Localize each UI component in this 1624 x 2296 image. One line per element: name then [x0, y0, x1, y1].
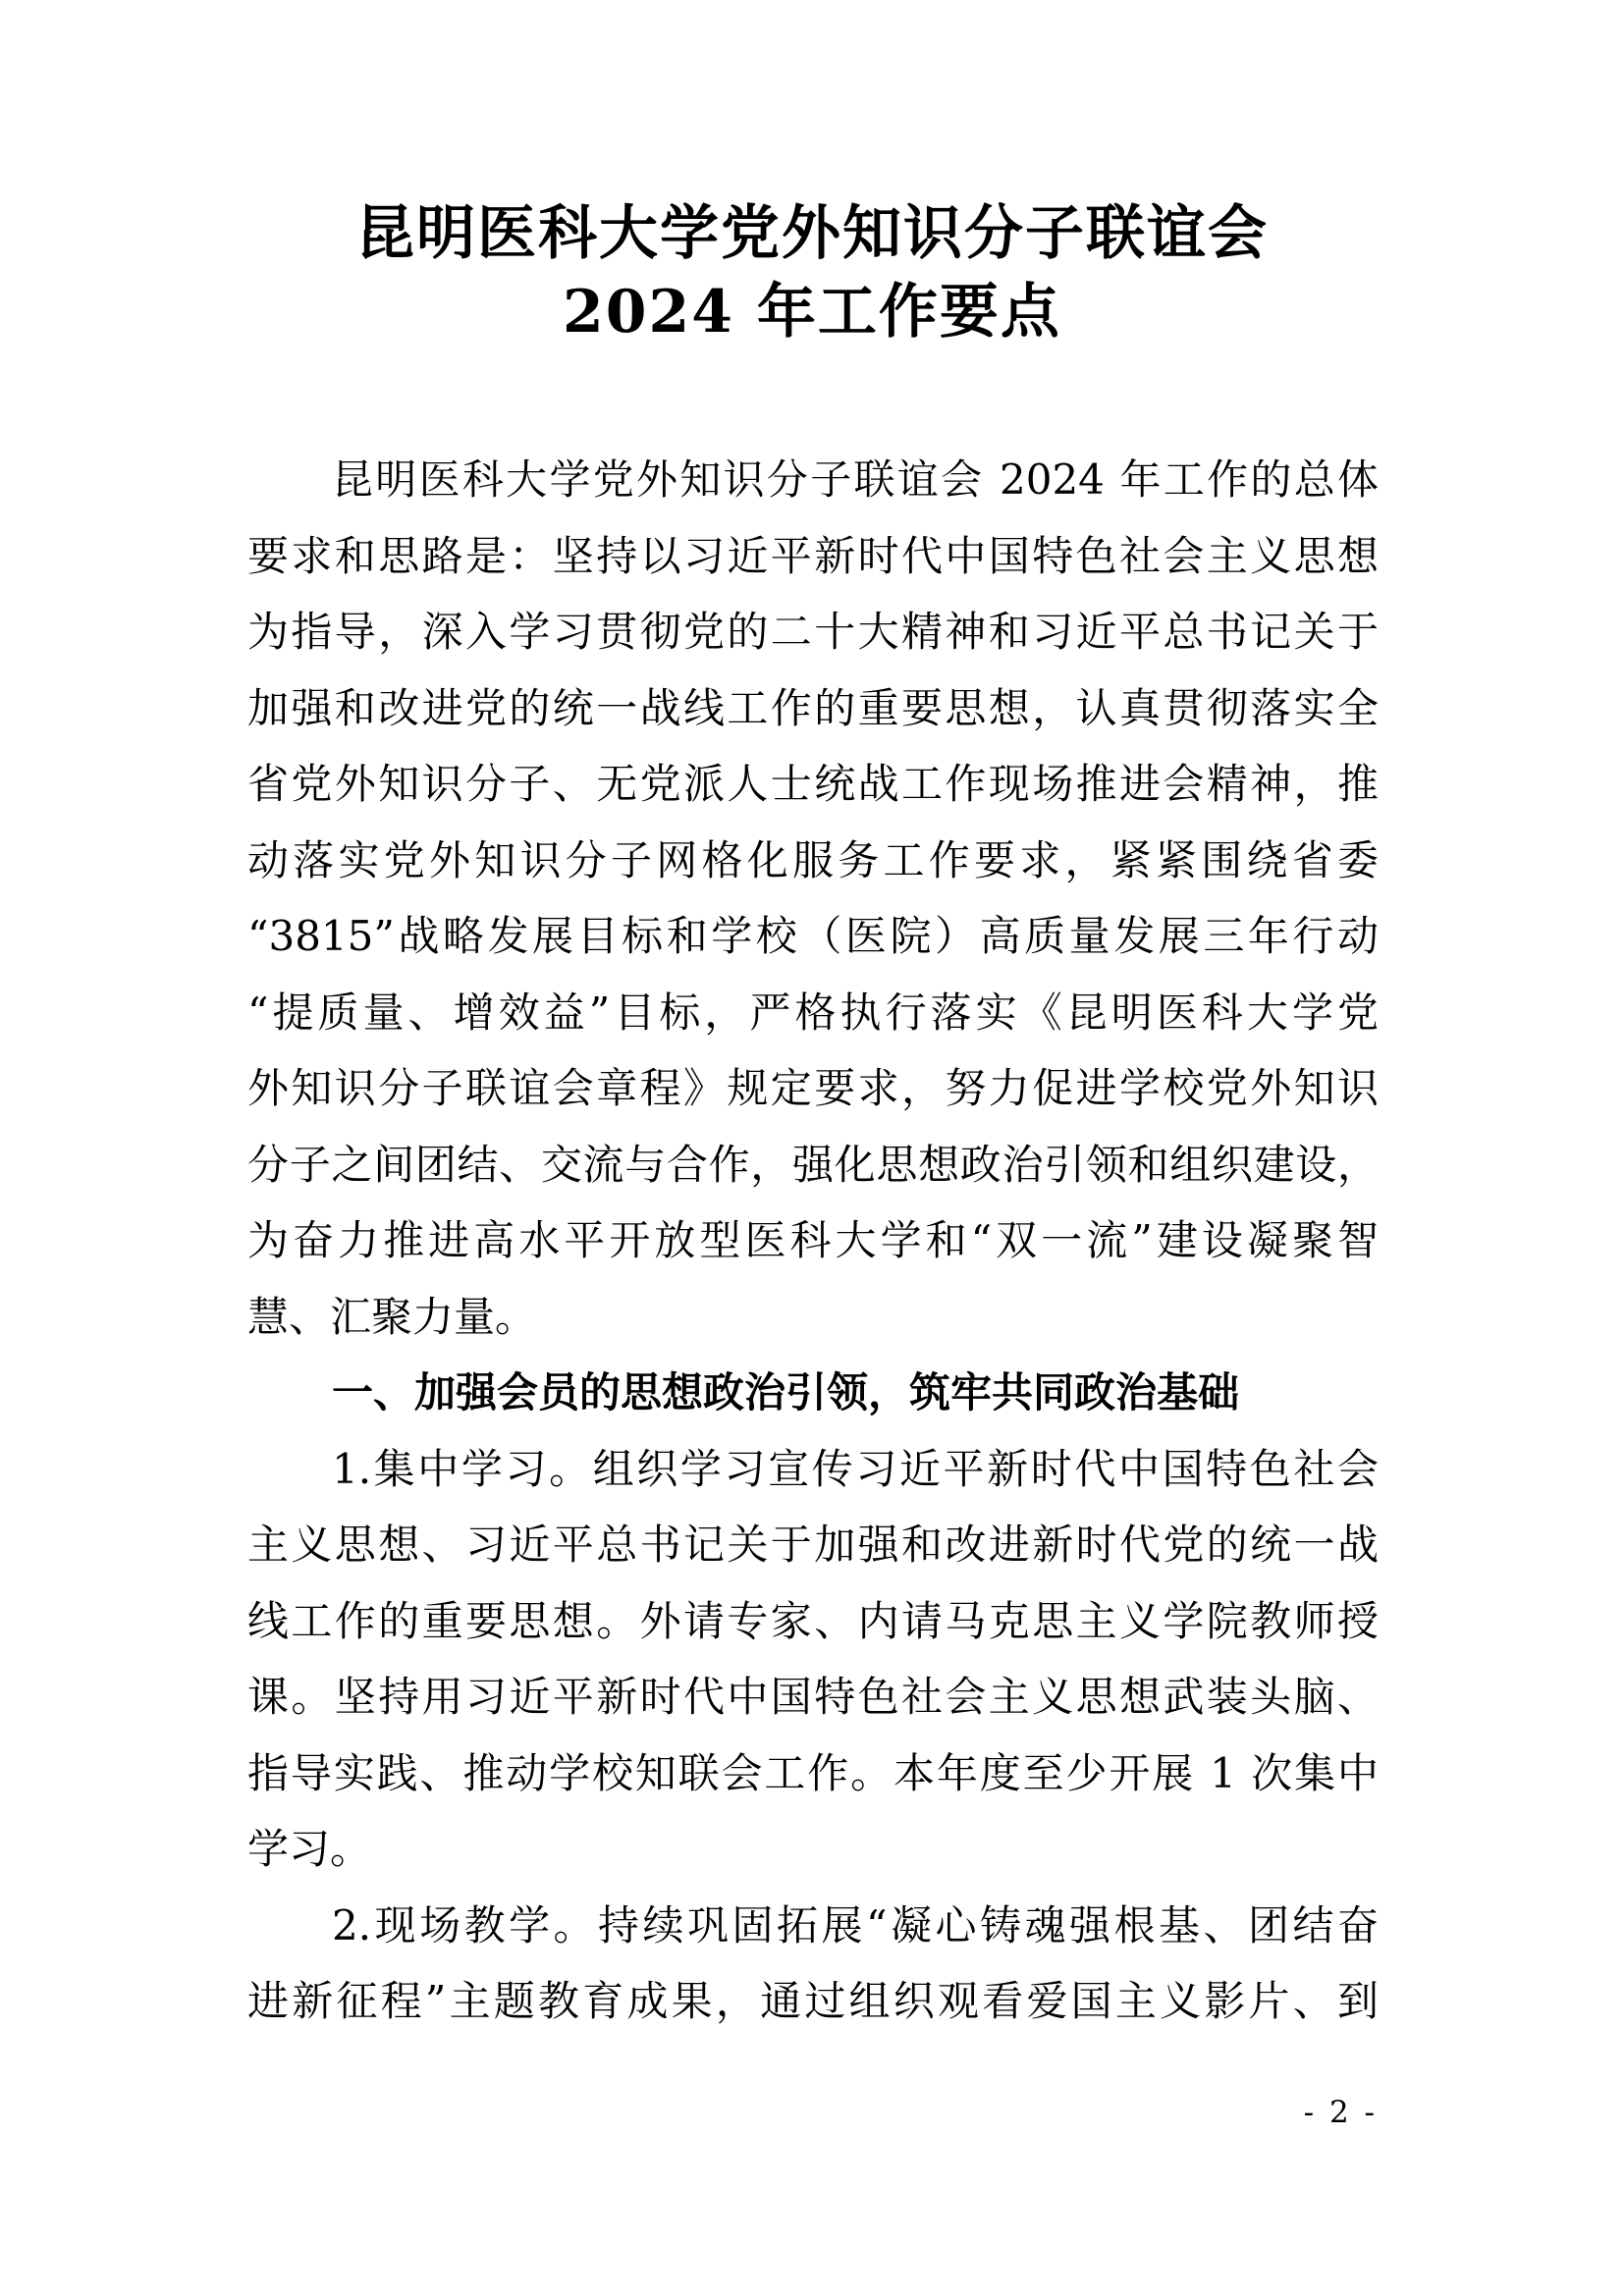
body-line: 加强和改进党的统一战线工作的重要思想，认真贯彻落实全	[247, 683, 1379, 732]
body-line: 学习。	[247, 1825, 372, 1873]
page-number: - 2 -	[1303, 2095, 1378, 2130]
body-line: 线工作的重要思想。外请专家、内请马克思主义学院教师授	[247, 1596, 1379, 1645]
title-line-2: 2024 年工作要点	[563, 278, 1061, 347]
body-line: 分子之间团结、交流与合作，强化思想政治引领和组织建设，	[247, 1140, 1379, 1189]
section-heading-1: 一、加强会员的思想政治引领，筑牢共同政治基础	[332, 1368, 1240, 1416]
body-line: 外知识分子联谊会章程》规定要求，努力促进学校党外知识	[247, 1064, 1379, 1112]
body-line: 省党外知识分子、无党派人士统战工作现场推进会精神，推	[247, 760, 1379, 808]
body-line: 主义思想、习近平总书记关于加强和改进新时代党的统一战	[247, 1521, 1379, 1569]
document-title	[0, 194, 1624, 351]
paragraph-3	[247, 1888, 1379, 2040]
document-body	[247, 442, 1379, 2040]
body-line: 慧、汇聚力量。	[247, 1292, 537, 1341]
body-line: 指导实践、推动学校知联会工作。本年度至少开展 1 次集中	[247, 1748, 1379, 1797]
body-line: 2.现场教学。持续巩固拓展“凝心铸魂强根基、团结奋	[332, 1900, 1379, 1949]
paragraph-2	[247, 1431, 1379, 1888]
body-line: 1.集中学习。组织学习宣传习近平新时代中国特色社会	[332, 1444, 1379, 1493]
body-line: “提质量、增效益”目标，严格执行落实《昆明医科大学党	[247, 988, 1379, 1037]
body-line: 为指导，深入学习贯彻党的二十大精神和习近平总书记关于	[247, 608, 1379, 656]
body-line: 动落实党外知识分子网格化服务工作要求，紧紧围绕省委	[247, 835, 1379, 884]
body-line: 为奋力推进高水平开放型医科大学和“双一流”建设凝聚智	[247, 1216, 1379, 1264]
paragraph-1	[247, 442, 1379, 1355]
body-line: “3815”战略发展目标和学校（医院）高质量发展三年行动	[247, 912, 1379, 960]
body-line: 要求和思路是：坚持以习近平新时代中国特色社会主义思想	[247, 531, 1379, 580]
body-line: 进新征程”主题教育成果，通过组织观看爱国主义影片、到	[247, 1977, 1379, 2025]
body-line: 昆明医科大学党外知识分子联谊会 2024 年工作的总体	[332, 455, 1379, 504]
title-line-1: 昆明医科大学党外知识分子联谊会	[355, 199, 1269, 268]
body-line: 课。坚持用习近平新时代中国特色社会主义思想武装头脑、	[247, 1673, 1379, 1721]
